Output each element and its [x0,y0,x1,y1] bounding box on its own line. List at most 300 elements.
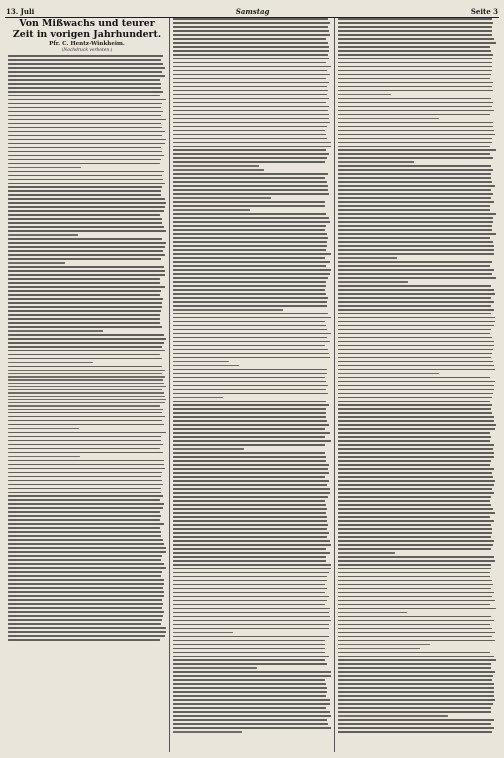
article-body-2 [173,18,331,733]
text-line [338,707,491,709]
text-line [8,480,162,482]
text-line [338,201,494,203]
text-line [8,607,162,609]
text-line [173,663,327,665]
text-line [173,540,330,542]
text-line [173,134,326,136]
text-line [338,273,492,275]
text-line [8,242,166,244]
text-line [338,624,490,626]
text-line [338,293,495,295]
text-line [338,50,491,52]
text-line [338,102,493,104]
text-line [173,329,327,331]
text-line [338,185,495,187]
text-line [338,628,492,630]
text-line [173,333,331,335]
text-line [173,277,328,279]
text-line [338,337,492,339]
text-line [173,130,325,132]
text-line [173,301,327,303]
text-line [8,575,161,577]
text-line [173,484,327,486]
text-line [338,142,492,144]
text-line [8,179,163,181]
text-line [173,516,327,518]
text-line [173,289,325,291]
text-line [8,147,161,149]
text-line [173,596,329,598]
text-line [338,381,495,383]
text-line [173,604,325,606]
text-line [8,563,164,565]
text-line [173,568,331,570]
text-line [173,110,328,112]
text-line [173,731,242,733]
text-line [338,632,495,634]
text-line [173,106,329,108]
text-line [8,338,166,340]
text-line [8,639,160,641]
text-line [173,512,326,514]
text-line [8,55,163,57]
text-line [338,480,495,482]
text-line [338,536,491,538]
text-line [173,560,326,562]
text-line [173,464,329,466]
text-line [8,286,165,288]
text-line [338,548,491,550]
text-line [338,389,494,391]
text-line [173,648,325,650]
text-line [8,362,93,364]
text-line [338,369,495,371]
text-line [173,436,325,438]
text-line [338,181,492,183]
text-line [338,189,491,191]
text-line [8,611,164,613]
text-line [8,627,166,629]
text-line [173,636,329,638]
text-line [8,389,162,390]
text-line [173,460,326,462]
text-line [173,492,330,494]
text-line [8,428,79,430]
text-line [338,528,492,530]
text-line [173,632,233,634]
text-line [338,500,490,502]
text-line [338,683,494,685]
text-line [173,341,330,343]
article-body-1 [8,55,166,641]
text-line [338,572,490,574]
text-line [8,460,164,462]
text-line [173,377,325,379]
text-line [338,118,439,120]
text-line [173,249,326,251]
text-line [173,357,330,359]
text-line [338,727,494,729]
text-line [8,238,162,240]
text-line [8,476,161,478]
text-line [338,512,495,514]
text-line [173,389,326,391]
text-line [173,269,331,271]
text-line [338,464,490,466]
text-line [8,567,166,569]
text-line [173,656,329,658]
text-line [8,131,165,133]
text-line [173,401,326,403]
text-line [173,157,327,159]
text-line [338,556,494,558]
text-line [173,691,327,693]
text-line [8,103,162,105]
text-line [338,66,492,68]
text-line [173,544,331,546]
text-line [173,472,329,474]
text-line [173,82,329,84]
text-line [338,305,491,307]
text-line [8,270,165,272]
text-line [173,675,331,677]
text-line [173,373,327,375]
text-line [8,79,160,81]
text-line [173,695,326,697]
text-line [173,205,325,207]
text-line [173,309,283,311]
text-line [173,468,328,470]
text-line [173,149,326,151]
text-line [338,468,494,470]
text-line [173,86,327,88]
text-line [338,38,494,40]
text-line [8,274,165,276]
text-line [8,119,166,121]
text-line [173,18,328,20]
text-line [338,671,495,673]
text-line [8,456,80,458]
text-line [173,42,328,44]
text-line [338,197,491,199]
text-line [8,83,161,85]
text-line [338,261,492,263]
text-line [8,234,78,236]
text-line [173,616,330,618]
text-line [338,393,493,395]
text-line [338,679,492,681]
text-line [173,576,327,578]
text-line [338,596,492,598]
text-line [8,87,161,89]
text-line [173,508,327,510]
text-line [173,456,326,458]
text-line [173,628,329,630]
text-line [173,38,326,40]
text-line [8,531,161,533]
text-line [8,246,165,248]
text-line [8,539,163,541]
article-body-3 [338,18,496,733]
page-header [5,4,499,18]
text-line [8,484,163,486]
text-line [173,500,325,502]
text-line [173,146,331,148]
text-line [8,354,160,356]
text-line [338,385,494,387]
text-line [173,201,325,203]
text-line [173,165,259,167]
text-line [173,245,327,247]
text-line [338,472,492,474]
text-line [338,98,491,100]
text-line [173,122,330,124]
text-line [338,604,490,606]
text-line [173,30,329,32]
text-line [8,183,165,185]
text-line [338,289,494,291]
text-line [173,592,325,594]
text-line [8,503,164,505]
text-line [338,687,494,689]
text-line [173,644,325,646]
text-line [173,197,271,199]
text-line [338,675,493,677]
text-line [338,432,490,434]
text-line [173,74,330,76]
text-line [8,571,162,573]
text-line [8,75,165,77]
text-line [8,488,161,490]
text-line [173,142,331,144]
text-line [338,173,491,175]
text-line [173,265,326,267]
text-line [8,151,162,153]
text-line [8,416,165,418]
text-line [338,18,492,20]
text-line [338,357,491,359]
text-line [173,444,325,446]
text-line [173,54,328,56]
text-line [338,715,448,717]
text-line [338,695,494,697]
text-line [8,495,163,497]
text-line [173,345,325,347]
text-line [173,536,327,538]
text-line [8,448,160,450]
text-line [8,91,163,93]
text-line [338,667,491,669]
text-line [173,193,329,195]
text-line [338,699,495,701]
text-line [8,635,165,637]
text-line [8,386,166,387]
text-line [173,118,329,120]
text-line [338,361,493,363]
text-line [173,209,250,211]
text-line [338,90,493,92]
text-line [338,711,491,713]
text-line [338,652,490,654]
text-line [8,99,166,101]
text-line [173,572,329,574]
text-line [8,376,165,377]
text-line [8,619,162,621]
text-line [8,226,164,228]
text-line [338,444,494,446]
text-line [173,440,331,442]
text-line [338,484,494,486]
text-line [173,50,329,52]
text-line [338,94,391,96]
text-line [338,723,491,725]
text-line [173,448,244,450]
text-line [8,432,166,434]
text-line [8,402,165,403]
text-line [173,369,327,371]
text-line [338,42,496,44]
text-line [173,556,326,558]
text-line [8,111,163,113]
text-line [338,456,494,458]
text-line [338,377,490,379]
text-line [8,383,164,384]
text-line [8,436,161,438]
text-line [173,317,331,319]
weekday: Samstag [235,7,270,16]
text-line [173,365,239,367]
text-line [8,222,162,224]
text-line [8,440,161,442]
text-line [8,444,163,446]
text-line [338,691,494,693]
text-line [173,98,329,100]
text-line [338,217,493,219]
text-line [338,134,495,136]
text-line [173,261,330,263]
text-line [173,711,330,713]
text-line [338,608,496,610]
text-line [8,107,161,109]
text-line [173,671,331,673]
text-line [8,262,65,264]
text-line [8,358,162,360]
text-line [173,138,327,140]
text-line [8,298,163,300]
text-line [173,428,325,430]
text-line [338,560,495,562]
text-line [8,543,164,545]
text-line [8,135,162,137]
text-line [8,591,164,593]
text-line [8,206,165,208]
text-line [173,257,325,259]
text-line [338,281,408,283]
text-line [338,544,493,546]
text-line [8,373,162,374]
text-line [338,82,493,84]
text-line [338,26,492,28]
text-line [338,221,493,223]
text-line [8,171,164,173]
text-line [338,508,493,510]
text-line [338,524,491,526]
text-line [173,532,329,534]
text-line [173,659,325,661]
text-line [173,397,223,399]
text-line [8,507,163,509]
text-line [8,370,165,371]
text-line [8,615,163,617]
text-line [173,126,327,128]
text-line [173,524,328,526]
text-line [173,237,328,239]
text-line [8,595,164,597]
text-line [338,177,491,179]
text-line [8,379,163,380]
text-line [8,322,160,324]
text-line [8,587,163,589]
text-line [338,165,491,167]
text-line [173,78,326,80]
text-line [338,349,493,351]
text-line [338,516,490,518]
text-line [8,230,166,232]
text-line [173,169,264,171]
text-line [8,167,81,169]
text-line [173,452,325,454]
text-line [338,62,492,64]
text-line [338,460,491,462]
text-line [8,523,164,525]
text-line [173,153,329,155]
text-line [8,396,165,397]
text-line [8,499,160,501]
text-line [173,520,327,522]
text-line [173,233,327,235]
text-line [338,54,493,56]
column-3 [334,18,499,752]
text-line [173,349,328,351]
text-line [8,409,163,410]
text-line [173,640,325,642]
text-line [338,237,490,239]
text-line [338,584,493,586]
text-line [173,353,329,355]
text-line [338,440,490,442]
text-line [173,173,328,175]
text-line [173,285,326,287]
text-line [8,424,164,426]
text-line [8,127,162,129]
text-line [8,175,162,177]
text-line [173,723,328,725]
text-line [173,213,326,215]
reprint-note: (Nachdruck verboten.) [61,48,113,53]
text-line [8,186,162,188]
text-line [173,381,326,383]
text-line [8,334,164,336]
text-line [338,580,492,582]
text-line [8,155,164,157]
text-line [8,198,165,200]
text-line [8,599,162,601]
text-line [173,719,327,721]
text-line [338,249,494,251]
text-line [338,719,494,721]
text-line [338,106,492,108]
text-line [173,217,329,219]
